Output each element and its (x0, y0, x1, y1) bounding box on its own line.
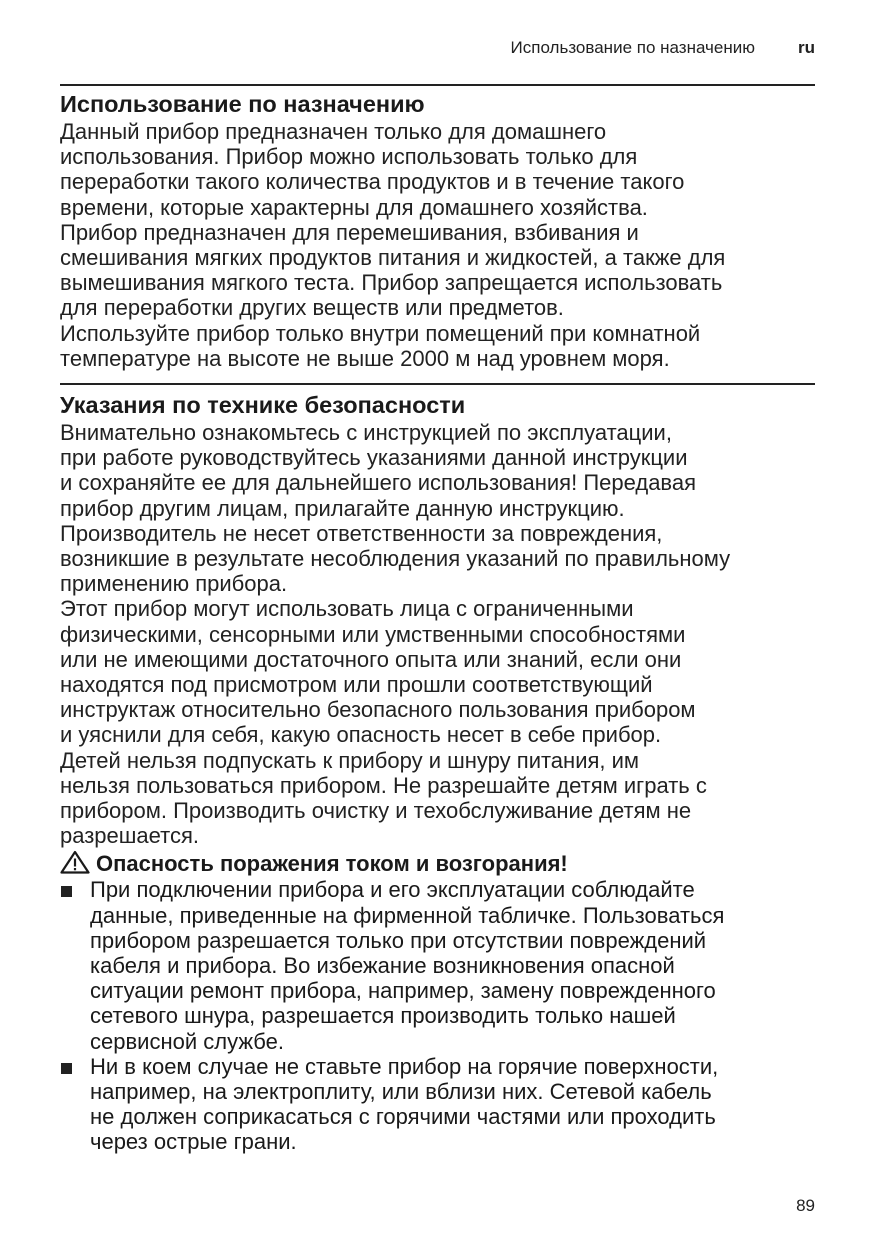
text-line: кабеля и прибора. Во избежание возникновения опасной (90, 953, 675, 979)
text-line: переработки такого количества продуктов и в течение такого (60, 169, 685, 195)
text-line: не должен соприкасаться с горячими частями или проходить (90, 1104, 716, 1130)
language-code: ru (798, 38, 815, 57)
text-line: Прибор предназначен для перемешивания, взбивания и (60, 219, 639, 245)
text-line: сервисной службе. (90, 1028, 284, 1054)
section-divider (60, 383, 815, 385)
section-intended-use (60, 89, 815, 371)
text-line: Данный прибор предназначен только для домашнего (60, 119, 607, 144)
text-line: использования. Прибор можно использовать только для (60, 144, 638, 170)
text-line: ситуации ремонт прибора, например, замену поврежденного (90, 978, 716, 1004)
running-header-title: Использование по назначению (510, 38, 755, 57)
text-line: Этот прибор могут использовать лица с ограниченными (60, 596, 634, 622)
square-bullet-icon (61, 886, 72, 897)
text-line: нельзя пользоваться прибором. Не разрешайте детям играть с (60, 772, 707, 798)
text-line: вымешивания мягкого теста. Прибор запрещается использовать (60, 270, 723, 296)
warning-triangle-icon (60, 850, 90, 874)
safety-bullet-list (60, 877, 815, 1154)
text-line: температуре на высоте не выше 2000 м над уровнем моря. (60, 345, 670, 371)
section-heading: Указания по технике безопасности (60, 392, 466, 418)
text-line: и сохраняйте ее для дальнейшего использования! Передавая (60, 470, 697, 496)
square-bullet-icon (61, 1063, 72, 1074)
text-line: инструктаж относительно безопасного пользования прибором (60, 697, 696, 723)
text-line: Детей нельзя подпускать к прибору и шнуру питания, им (60, 747, 640, 773)
text-line: смешивания мягких продуктов питания и жидкостей, а также для (60, 245, 726, 271)
text-line: Производитель не несет ответственности за повреждения, (60, 520, 663, 546)
text-line: Используйте прибор только внутри помещений при комнатной (60, 320, 701, 346)
page-number: 89 (796, 1196, 815, 1215)
text-line: применению прибора. (60, 571, 288, 597)
warning-title: Опасность поражения током и возгорания! (96, 851, 568, 877)
page-header (60, 38, 815, 64)
text-line: данные, приведенные на фирменной табличке. Пользоваться (90, 902, 725, 928)
section-heading: Использование по назначению (60, 91, 425, 117)
safety-paragraph (60, 420, 815, 848)
list-item (60, 877, 815, 1053)
text-line: и уяснили для себя, какую опасность несет в себе прибор. (60, 722, 662, 748)
header-divider (60, 84, 815, 86)
text-line: через острые грани. (90, 1129, 297, 1155)
text-line: для переработки других веществ или предметов. (60, 295, 564, 321)
text-line: при работе руководствуйтесь указаниями данной инструкции (60, 445, 688, 471)
list-item (60, 1054, 815, 1155)
text-line: Внимательно ознакомьтесь с инструкцией по эксплуатации, (60, 420, 672, 445)
text-line: сетевого шнура, разрешается производить только нашей (90, 1003, 676, 1029)
text-line: например, на электроплиту, или вблизи них. Сетевой кабель (90, 1079, 712, 1105)
section-safety (60, 390, 815, 1155)
text-line: или не имеющими достаточного опыта или знаний, если они (60, 646, 682, 672)
text-line: прибором разрешается только при отсутствии повреждений (90, 927, 707, 953)
text-line: прибор другим лицам, прилагайте данную инструкцию. (60, 495, 625, 521)
text-line: прибором. Производить очистку и техобслуживание детям не (60, 798, 692, 824)
text-line: При подключении прибора и его эксплуатации соблюдайте (90, 877, 695, 903)
intended-use-paragraph (60, 119, 815, 371)
text-line: возникшие в результате несоблюдения указаний по правильному (60, 546, 731, 572)
text-line: разрешается. (60, 823, 200, 849)
warning-heading (60, 850, 815, 877)
text-line: Ни в коем случае не ставьте прибор на горячие поверхности, (90, 1053, 719, 1079)
text-line: находятся под присмотром или прошли соответствующий (60, 672, 653, 698)
text-line: времени, которые характерны для домашнего хозяйства. (60, 194, 648, 220)
text-line: физическими, сенсорными или умственными способностями (60, 621, 686, 647)
